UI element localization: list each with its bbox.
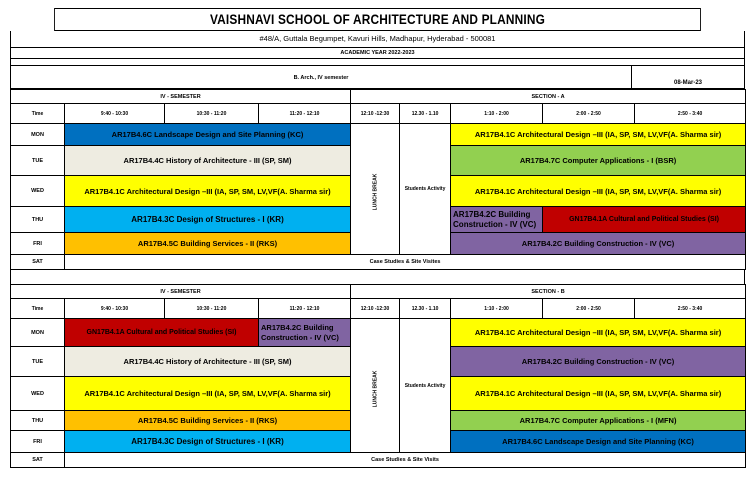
time-slot: 1:10 - 2:00 <box>451 299 543 319</box>
time-label: Time <box>11 299 65 319</box>
academic-year: ACADEMIC YEAR 2022-2023 <box>10 48 745 59</box>
time-slot: 12.30 - 1.10 <box>400 104 451 124</box>
class-slot: GN17B4.1A Cultural and Political Studies (SI) <box>543 207 746 233</box>
time-slot: 11:20 - 12:10 <box>259 299 351 319</box>
lunch-break: LUNCH BREAK <box>351 124 400 255</box>
students-activity: Students Activity <box>400 319 451 453</box>
time-slot: 11:20 - 12:10 <box>259 104 351 124</box>
class-slot: AR17B4.2C Building Construction - IV (VC) <box>451 233 746 255</box>
day-wed: WED <box>11 176 65 207</box>
class-slot: AR17B4.1C Architectural Design –III (IA, SP, SM, LV,VF(A. Sharma sir) <box>451 176 746 207</box>
section-a-semester-header: IV - SEMESTER <box>11 90 351 104</box>
class-slot: AR17B4.1C Architectural Design –III (IA, SP, SM, LV,VF(A. Sharma sir) <box>451 319 746 347</box>
programme-row <box>10 65 745 89</box>
timetable-date: 08-Mar-23 <box>631 66 744 88</box>
class-slot: AR17B4.1C Architectural Design –III (IA, SP, SM, LV,VF(A. Sharma sir) <box>65 377 351 411</box>
class-slot: AR17B4.1C Architectural Design –III (IA, SP, SM, LV,VF(A. Sharma sir) <box>65 176 351 207</box>
class-slot: AR17B4.2C Building Construction - IV (VC) <box>451 347 746 377</box>
day-thu: THU <box>11 207 65 233</box>
time-slot: 2:00 - 2:50 <box>543 104 635 124</box>
students-activity: Students Activity <box>400 124 451 255</box>
class-slot: AR17B4.7C Computer Applications - I (MFN) <box>451 411 746 431</box>
time-label: Time <box>11 104 65 124</box>
time-slot: 2:50 - 3:40 <box>635 299 746 319</box>
class-slot: AR17B4.5C Building Services - II (RKS) <box>65 233 351 255</box>
section-a-table <box>10 89 746 270</box>
class-slot: AR17B4.1C Architectural Design –III (IA, SP, SM, LV,VF(A. Sharma sir) <box>451 124 746 146</box>
school-title: VAISHNAVI SCHOOL OF ARCHITECTURE AND PLANNING <box>54 8 701 31</box>
timetable-sheet <box>10 8 745 468</box>
class-slot: AR17B4.1C Architectural Design –III (IA, SP, SM, LV,VF(A. Sharma sir) <box>451 377 746 411</box>
school-address: #48/A, Guttala Begumpet, Kavuri Hills, Madhapur, Hyderabad - 500081 <box>10 31 745 48</box>
day-mon: MON <box>11 319 65 347</box>
day-sat: SAT <box>11 255 65 270</box>
saturday-activity: Case Studies & Site Visites <box>65 255 746 270</box>
saturday-activity: Case Studies & Site Visits <box>65 453 746 468</box>
day-fri: FRI <box>11 233 65 255</box>
class-slot: AR17B4.2C Building Construction - IV (VC) <box>451 207 543 233</box>
class-slot: GN17B4.1A Cultural and Political Studies (SI) <box>65 319 259 347</box>
time-slot: 10:30 - 11:20 <box>165 104 259 124</box>
time-slot: 2:00 - 2:50 <box>543 299 635 319</box>
class-slot: AR17B4.5C Building Services - II (RKS) <box>65 411 351 431</box>
day-mon: MON <box>11 124 65 146</box>
time-slot: 12:10 -12:30 <box>351 299 400 319</box>
class-slot: AR17B4.2C Building Construction - IV (VC) <box>259 319 351 347</box>
time-slot: 9:40 - 10:30 <box>65 104 165 124</box>
class-slot: AR17B4.6C Landscape Design and Site Planning (KC) <box>451 431 746 453</box>
time-slot: 12:10 -12:30 <box>351 104 400 124</box>
section-b-semester-header: IV - SEMESTER <box>11 285 351 299</box>
section-b-header: SECTION - B <box>351 285 746 299</box>
time-slot: 12.30 - 1.10 <box>400 299 451 319</box>
programme-label: B. Arch., IV semester <box>293 75 349 81</box>
time-slot: 9:40 - 10:30 <box>65 299 165 319</box>
class-slot: AR17B4.4C History of Architecture - III (SP, SM) <box>65 347 351 377</box>
day-tue: TUE <box>11 347 65 377</box>
day-sat: SAT <box>11 453 65 468</box>
time-slot: 10:30 - 11:20 <box>165 299 259 319</box>
class-slot: AR17B4.3C Design of Structures - I (KR) <box>65 207 351 233</box>
class-slot: AR17B4.6C Landscape Design and Site Planning (KC) <box>65 124 351 146</box>
section-b-table <box>10 284 746 468</box>
time-slot: 2:50 - 3:40 <box>635 104 746 124</box>
day-thu: THU <box>11 411 65 431</box>
section-a-header: SECTION - A <box>351 90 746 104</box>
lunch-break: LUNCH BREAK <box>351 319 400 453</box>
day-tue: TUE <box>11 146 65 176</box>
class-slot: AR17B4.3C Design of Structures - I (KR) <box>65 431 351 453</box>
section-gap <box>10 270 745 284</box>
day-wed: WED <box>11 377 65 411</box>
day-fri: FRI <box>11 431 65 453</box>
class-slot: AR17B4.7C Computer Applications - I (BSR) <box>451 146 746 176</box>
time-slot: 1:10 - 2:00 <box>451 104 543 124</box>
class-slot: AR17B4.4C History of Architecture - III (SP, SM) <box>65 146 351 176</box>
